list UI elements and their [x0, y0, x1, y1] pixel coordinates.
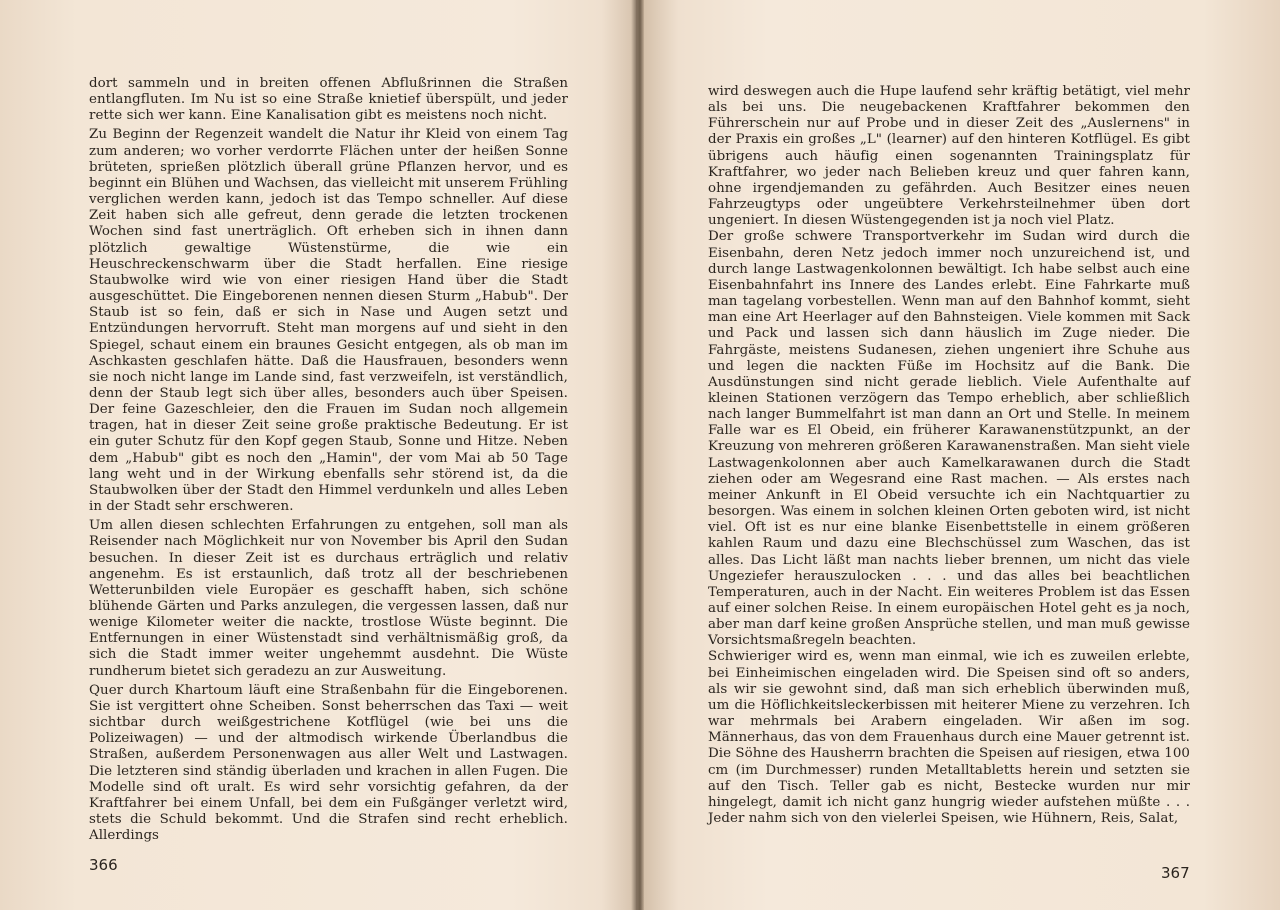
right-paragraph-2: Der große schwere Transportverkehr im Sudan wird durch die Eisenbahn, deren Netz jedoch immer noch unzureichend ist, und durch lange Lastwagenkolonnen bewältigt. Ich habe selbst auch eine Eisenbahnfahrt ins Innere des Landes erlebt. Eine Fahrkarte muß man tagelang vorbestellen. Wenn man auf den Bahnhof kommt, sieht man eine Art Heerlager auf den Bahnsteigen. Viele kommen mit Sack und Pack und lassen sich dann häuslich im Zuge nieder. Die Fahrgäste, meistens Sudanesen, ziehen ungeniert ihre Schuhe aus und legen die nackten Füße im Hochsitz auf die Bank. Die Ausdünstungen sind nicht gerade lieblich. Viele Aufenthalte auf kleinen Stationen verzögern das Tempo erheblich, aber schließlich nach langer Bummelfahrt ist man dann an Ort und Stelle. In meinem Falle war es El Obeid, ein früherer Karawanenstützpunkt, an der Kreuzung von mehreren größeren Karawanenstraßen. Man sieht viele Lastwagenkolonnen aber auch Kamelkarawanen durch die Stadt ziehen oder am Wegesrand eine Rast machen. — Als erstes nach meiner Ankunft in El Obeid versuchte ich ein Nachtquartier zu besorgen. Was einem in solchen kleinen Orten geboten wird, ist nicht viel. Oft ist es nur eine blanke Eisenbettstelle in einem größeren kahlen Raum und dazu eine Blechschüssel zum Waschen, das ist alles. Das Licht läßt man nachts lieber brennen, um nicht das viele Ungeziefer herauszulocken . . . und das alles bei beachtlichen Temperaturen, auch in der Nacht. Ein weiteres Problem ist das Essen auf einer solchen Reise. In einem europäischen Hotel geht es ja noch, aber man darf keine großen Ansprüche stellen, und man muß gewisse Vorsichtsmaßregeln beachten.: [708, 229, 1190, 649]
right-paragraph-1: wird deswegen auch die Hupe laufend sehr kräftig betätigt, viel mehr als bei uns. Die neugebackenen Kraftfahrer bekommen den Führerschein nur auf Probe und in dieser Zeit des „Auslernens" in der Praxis ein großes „L" (learner) auf den hinteren Kotflügel. Es gibt übrigens auch häufig einen sogenannten Trainingsplatz für Kraftfahrer, wo jeder nach Belieben kreuz und quer fahren kann, ohne irgendjemanden zu gefährden. Auch Besitzer eines neuen Fahrzeugtyps oder ungeübtere Verkehrsteilnehmer üben dort ungeniert. In diesen Wüstengegenden ist ja noch viel Platz.: [708, 84, 1190, 229]
left-paragraph-3: Um allen diesen schlechten Erfahrungen zu entgehen, soll man als Reisender nach Möglichkeit nur von November bis April den Sudan besuchen. In dieser Zeit ist es durchaus erträglich und relativ angenehm. Es ist erstaunlich, daß trotz all der beschriebenen Wetterunbilden viele Europäer es geschafft haben, sich schöne blühende Gärten und Parks anzulegen, die vergessen lassen, daß nur wenige Kilometer weiter die nackte, trostlose Wüste beginnt. Die Entfernungen in einer Wüstenstadt sind verhältnismäßig groß, da sich die Stadt immer weiter ungehemmt ausdehnt. Die Wüste rundherum bietet sich geradezu an zur Ausweitung.: [89, 518, 568, 679]
right-page-number: 367: [1161, 864, 1190, 882]
right-paragraph-3: Schwieriger wird es, wenn man einmal, wie ich es zuweilen erlebte, bei Einheimischen eingeladen wird. Die Speisen sind oft so anders, als wir sie gewohnt sind, daß man sich erheblich überwinden muß, um die Höflichkeitsleckerbissen mit heiterer Miene zu verzehren. Ich war mehrmals bei Arabern eingeladen. Wir aßen im sog. Männerhaus, das von dem Frauenhaus durch eine Mauer getrennt ist. Die Söhne des Hausherrn brachten die Speisen auf riesigen, etwa 100 cm (im Durchmesser) runden Metalltabletts herein und setzten sie auf den Tisch. Teller gab es nicht, Bestecke wurden nur mir hingelegt, damit ich nicht ganz hungrig wieder aufstehen müßte . . . Jeder nahm sich von den vielerlei Speisen, wie Hühnern, Reis, Salat,: [708, 649, 1190, 827]
left-paragraph-1: dort sammeln und in breiten offenen Abflußrinnen die Straßen entlangfluten. Im Nu ist so eine Straße knietief überspült, und jeder rette sich wer kann. Eine Kanalisation gibt es meistens noch nicht.: [89, 76, 568, 124]
left-paragraph-4: Quer durch Khartoum läuft eine Straßenbahn für die Eingeborenen. Sie ist vergittert ohne Scheiben. Sonst beherrschen das Taxi — weit sichtbar durch weißgestrichene Kotflügel (wie bei uns die Polizeiwagen) — und der altmodisch wirkende Überlandbus die Straßen, außerdem Personenwagen aus aller Welt und Lastwagen. Die letzteren sind ständig überladen und krachen in allen Fugen. Die Modelle sind oft uralt. Es wird sehr vorsichtig gefahren, da der Kraftfahrer bei einem Unfall, bei dem ein Fußgänger verletzt wird, stets die Schuld bekommt. Und die Strafen sind recht erheblich. Allerdings: [89, 682, 568, 844]
left-page: [0, 0, 638, 910]
left-page-text: [89, 76, 568, 844]
right-page: [642, 0, 1280, 910]
left-page-number: 366: [89, 856, 118, 874]
left-paragraph-2: Zu Beginn der Regenzeit wandelt die Natur ihr Kleid von einem Tag zum anderen; wo vorher verdorrte Flächen unter der heißen Sonne brüteten, sprießen plötzlich überall grüne Pflanzen hervor, und es beginnt ein Blühen und Wachsen, das vielleicht mit unserem Frühling verglichen werden kann, jedoch ist das Tempo schneller. Auf diese Zeit haben sich alle gefreut, denn gerade die letzten trockenen Wochen sind fast unerträglich. Oft erheben sich in ihnen dann plötzlich gewaltige Wüstenstürme, die wie ein Heuschreckenschwarm über die Stadt herfallen. Eine riesige Staubwolke wird wie von einer riesigen Hand über die Stadt ausgeschüttet. Die Eingeborenen nennen diesen Sturm „Habub". Der Staub ist so fein, daß er sich in Nase und Augen setzt und Entzündungen hervorruft. Steht man morgens auf und sieht in den Spiegel, schaut einem ein braunes Gesicht entgegen, als ob man im Aschkasten geschlafen hätte. Daß die Hausfrauen, besonders wenn sie noch nicht lange im Lande sind, fast verzweifeln, ist verständlich, denn der Staub legt sich über alles, besonders auch über Speisen. Der feine Gazeschleier, den die Frauen im Sudan noch allgemein tragen, hat in dieser Zeit seine große praktische Bedeutung. Er ist ein guter Schutz für den Kopf gegen Staub, Sonne und Hitze. Neben dem „Habub" gibt es noch den „Hamin", der vom Mai ab 50 Tage lang weht und in der Wirkung ebenfalls sehr störend ist, da die Staubwolken über der Stadt den Himmel verdunkeln und alles Leben in der Stadt sehr erschweren.: [89, 127, 568, 515]
right-page-text: [708, 84, 1190, 827]
